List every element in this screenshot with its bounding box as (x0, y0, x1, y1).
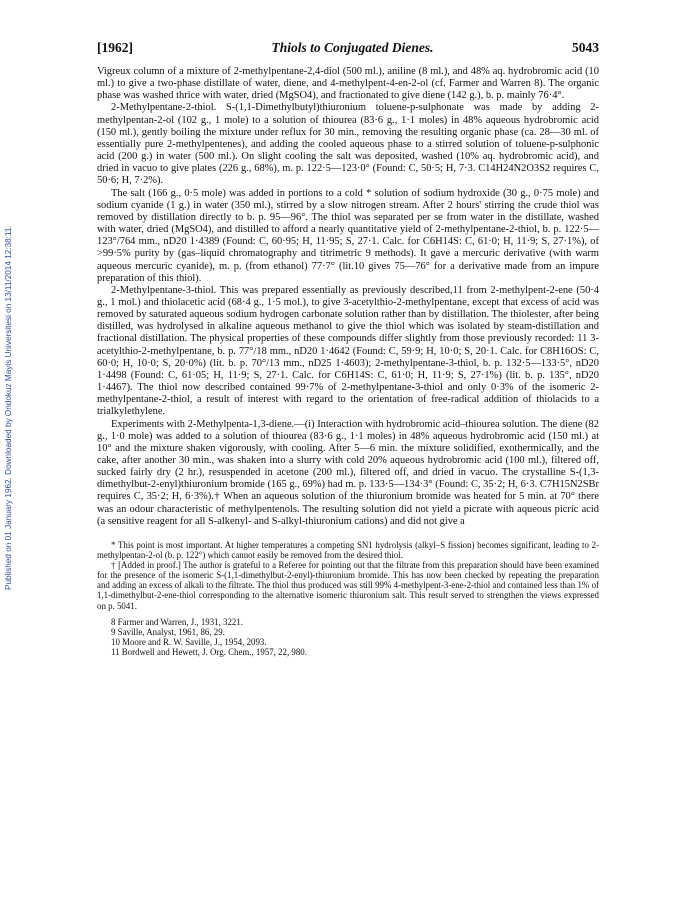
header-year: [1962] (97, 40, 133, 55)
header-page-number: 5043 (572, 40, 599, 55)
download-watermark-text: Published on 01 January 1962. Downloaded by Ondokuz Mayis Universitesi on 13/11/2014 12:38:11. (4, 225, 13, 590)
download-watermark (2, 120, 18, 590)
paragraph-pentane-2-thiol: 2-Methylpentane-2-thiol. S-(1,1-Dimethylbutyl)thiuronium toluene-p-sulphonate was made by adding 2-methylpentan-2-ol (102 g., 1 mole) to a solution of thiourea (83·6 g., 1·1 moles) in 48% aqueous hydrobromic acid (150 ml.), gently boiling the mixture under reflux for 30 min., removing the resulting organic phase (ca. 28—30 ml. of essentially pure 2-methylpentenes), and adding the cooled aqueous phase to a stirred solution of toluene-p-sulphonic acid (200 g.) in water (500 ml.). On slight cooling the salt was deposited, washed (10% aq. hydrobromic acid), and dried in vacuo to give plates (226 g., 68%), m. p. 122·5—123·0° (Found: C, 50·5; H, 7·3. C14H24N2O3S2 requires C, 50·6; H, 7·2%). (97, 102, 599, 187)
paragraph-diene-preparation: Vigreux column of a mixture of 2-methylpentane-2,4-diol (500 ml.), aniline (8 ml.), and 48% aq. hydrobromic acid (10 ml.) to give a two-phase distillate of water, diene, and 4-methylpent-4-en-2-ol (cf. Farmer and Warren 8). The organic phase was washed thrice with water, dried (MgSO4), and fractionated to give diene (142 g.), b. p. mainly 76·4°. (97, 66, 599, 102)
reference-item: 8 Farmer and Warren, J., 1931, 3221. (111, 616, 243, 627)
paragraph-diene-experiments: Experiments with 2-Methylpenta-1,3-diene.—(i) Interaction with hydrobromic acid–thiourea solution. The diene (82 g., 1·0 mole) was added to a solution of thiourea (83·6 g., 1·1 moles) in 48% aqueous hydrobromic acid (150 ml.) at 10° and the mixture shaken vigorously, with cooling. After 5—6 min. the mixture solidified, exothermically, and the cake, after another 30 min., was shaken into a slurry with cold 20% aqueous hydrobromic acid (100 ml.), filtered off, sucked fairly dry (2 hr.), resuspended in acetone (200 ml.), filtered off, and dried in vacuo. The crystalline S-(1,3-dimethylbut-2-enyl)thiuronium bromide (165 g., 69%) had m. p. 133·5—134·3° (Found: C, 35·2; H, 6·3. C7H15N2SBr requires C, 35·2; H, 6·3%).† When an aqueous solution of the thiuronium bromide was heated for 5 min. at 70° there was an odour characteristic of methylpentenols. The resulting solution did not yield a picrate with aqueous picric acid (a sensitive reagent for all S-alkenyl- and S-alkyl-thiuronium cations) and did not give a (97, 418, 599, 527)
reference-item: 10 Moore and R. W. Saville, J., 1954, 2093. (111, 636, 267, 647)
footnotes (97, 540, 599, 611)
paragraph-pentane-3-thiol: 2-Methylpentane-3-thiol. This was prepared essentially as previously described,11 from 2-methylpent-2-ene (50·4 g., 1 mol.) and thiolacetic acid (68·4 g., 1·5 mol.), to give 3-acetylthio-2-methylpentane, except that excess of acid was removed by saturated aqueous sodium hydrogen carbonate solution rather than by distillation. The thiolester, after being distilled, was hydrolysed in alkaline aqueous methanol to give the thiol which was isolated by steam-distillation and fractional distillation. The physical properties of these compounds differ slightly from those previously recorded: 11 3-acetylthio-2-methylpentane, b. p. 77°/18 mm., nD20 1·4642 (Found: C, 59·9; H, 10·0; S, 20·1. Calc. for C8H16OS: C, 60·0; H, 10·0; S, 20·0%) (lit. b. p. 70°/13 mm., nD25 1·4603); 2-methylpentane-3-thiol, b. p. 132·5—133·5°, nD20 1·4498 (Found: C, 61·05; H, 11·9; S, 27·1. Calc. for C6H14S: C, 61·0; H, 11·9; S, 27·1%) (lit. b. p. 135°, nD20 1·4467). The thiol now described contained 99·7% of 2-methylpentane-3-thiol and only 0·3% of the isomeric 2-methylpentane-2-thiol, a result of interest with regard to the orientation of free-radical addition of thiolacids to a trialkylethylene. (97, 284, 599, 418)
references (97, 617, 599, 657)
footnote-dagger: † [Added in proof.] The author is grateful to a Referee for pointing out that the filtrate from this preparation should have been examined for the presence of the isomeric S-(1,1-dimethylbut-2-enyl)-thiuronium bromide. This has now been checked by repeating the preparation and adding an excess of alkali to the filtrate. The thiol thus produced was still 99% 4-methylpent-3-ene-2-thiol and contained less than 1% of 1,1-dimethylbut-2-ene-thiol corresponding to the alternative isomeric thiuronium salt. This result served to strengthen the views expressed on p. 5041. (97, 560, 599, 611)
paragraph-salt-hydrolysis: The salt (166 g., 0·5 mole) was added in portions to a cold * solution of sodium hydroxide (30 g., 0·75 mole) and sodium cyanide (1 g.) in water (350 ml.), stirred by a slow nitrogen stream. After 2 hours' stirring the crude thiol was removed by distillation directly to b. p. 95—96°. The thiol was separated per se from water in the distillate, washed with water, dried (MgSO4), and distilled to afford a nearly quantitative yield of 2-methylpentane-2-thiol, b. p. 122·5—123°/764 mm., nD20 1·4389 (Found: C, 60·95; H, 11·95; S, 27·1. Calc. for C6H14S: C, 61·0; H, 11·9; S, 27·1%), of >99·5% purity by (gas–liquid chromatography and titrimetric 9 methods). It gave a mercuric derivative (with warm aqueous mercuric cyanide), m. p. (from ethanol) 77·7° (lit.10 gives 75—76° for a derivative made from an impure preparation of this thiol). (97, 187, 599, 284)
journal-page (97, 40, 599, 657)
reference-item: 9 Saville, Analyst, 1961, 86, 29. (111, 626, 225, 637)
running-header (97, 40, 599, 56)
reference-item: 11 Bordwell and Hewett, J. Org. Chem., 1957, 22, 980. (111, 646, 307, 657)
header-title: Thiols to Conjugated Dienes. (271, 40, 434, 55)
article-body (97, 66, 599, 528)
footnote-asterisk: * This point is most important. At higher temperatures a competing SN1 hydrolysis (alkyl–S fission) becomes significant, leading to 2-methylpentan-2-ol (b. p. 122°) which cannot easily be removed from the desired thiol. (97, 539, 599, 561)
